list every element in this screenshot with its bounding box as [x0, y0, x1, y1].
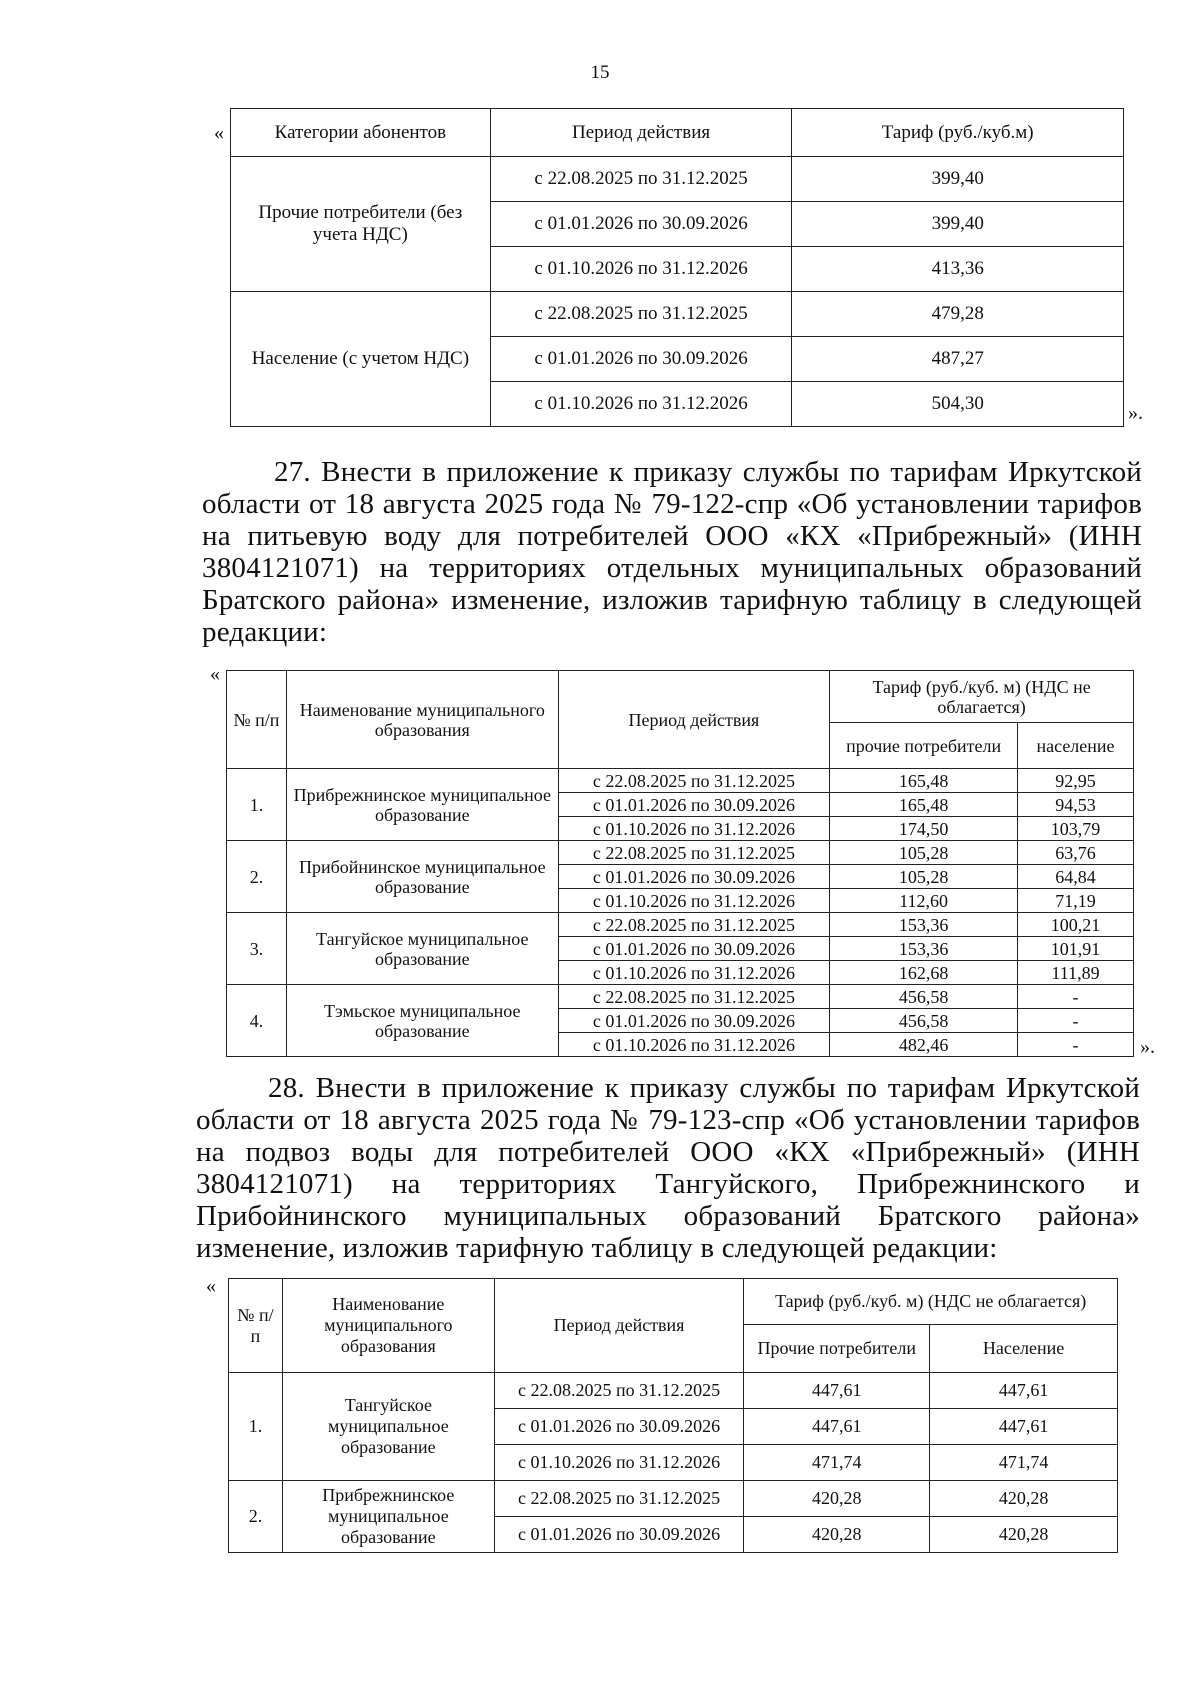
- header-category: Категории абонентов: [231, 109, 491, 157]
- population-cell: -: [1018, 1033, 1134, 1057]
- tariff-cell: 479,28: [792, 292, 1124, 337]
- open-quote: «: [214, 122, 224, 144]
- category-cell: Прочие потребители (без учета НДС): [231, 157, 491, 292]
- population-cell: 101,91: [1018, 937, 1134, 961]
- row-name: Тэмьское муниципальное образование: [286, 985, 558, 1057]
- row-num: 2.: [227, 841, 287, 913]
- header-num: № п/п: [227, 671, 287, 769]
- population-cell: 64,84: [1018, 865, 1134, 889]
- tariff-cell: 399,40: [792, 157, 1124, 202]
- row-name: Тангуйское муниципальное образование: [282, 1373, 494, 1481]
- open-quote: «: [206, 1275, 216, 1297]
- population-cell: 447,61: [930, 1409, 1118, 1445]
- row-name: Прибрежнинское муниципальное образование: [286, 769, 558, 841]
- period-cell: с 01.01.2026 по 30.09.2026: [490, 337, 792, 382]
- other-cell: 420,28: [744, 1517, 930, 1553]
- period-cell: с 22.08.2025 по 31.12.2025: [490, 157, 792, 202]
- period-cell: с 22.08.2025 по 31.12.2025: [558, 841, 830, 865]
- header-other: Прочие потребители: [744, 1325, 930, 1373]
- population-cell: 92,95: [1018, 769, 1134, 793]
- row-num: 4.: [227, 985, 287, 1057]
- population-cell: 100,21: [1018, 913, 1134, 937]
- period-cell: с 22.08.2025 по 31.12.2025: [558, 985, 830, 1009]
- period-cell: с 01.01.2026 по 30.09.2026: [494, 1409, 744, 1445]
- row-num: 1.: [229, 1373, 283, 1481]
- header-population: Население: [930, 1325, 1118, 1373]
- population-cell: 63,76: [1018, 841, 1134, 865]
- period-cell: с 01.10.2026 по 31.12.2026: [558, 817, 830, 841]
- other-cell: 174,50: [830, 817, 1018, 841]
- period-cell: с 01.10.2026 по 31.12.2026: [558, 889, 830, 913]
- population-cell: -: [1018, 1009, 1134, 1033]
- population-cell: 71,19: [1018, 889, 1134, 913]
- period-cell: с 01.01.2026 по 30.09.2026: [558, 1009, 830, 1033]
- header-num: № п/п: [229, 1279, 283, 1373]
- tariff-table-2: [226, 670, 1134, 1057]
- other-cell: 471,74: [744, 1445, 930, 1481]
- other-cell: 105,28: [830, 865, 1018, 889]
- tariff-table-3: [228, 1278, 1118, 1553]
- period-cell: с 01.10.2026 по 31.12.2026: [490, 247, 792, 292]
- period-cell: с 22.08.2025 по 31.12.2025: [494, 1481, 744, 1517]
- population-cell: 420,28: [930, 1517, 1118, 1553]
- period-cell: с 01.10.2026 по 31.12.2026: [558, 961, 830, 985]
- period-cell: с 01.10.2026 по 31.12.2026: [490, 382, 792, 427]
- other-cell: 447,61: [744, 1409, 930, 1445]
- period-cell: с 22.08.2025 по 31.12.2025: [558, 913, 830, 937]
- row-name: Прибрежнинское муниципальное образование: [282, 1481, 494, 1553]
- other-cell: 456,58: [830, 985, 1018, 1009]
- period-cell: с 22.08.2025 по 31.12.2025: [494, 1373, 744, 1409]
- other-cell: 447,61: [744, 1373, 930, 1409]
- tariff-cell: 413,36: [792, 247, 1124, 292]
- page-number: 15: [590, 62, 610, 83]
- header-period: Период действия: [494, 1279, 744, 1373]
- header-period: Период действия: [490, 109, 792, 157]
- period-cell: с 01.01.2026 по 30.09.2026: [558, 793, 830, 817]
- row-name: Прибойнинское муниципальное образование: [286, 841, 558, 913]
- row-num: 3.: [227, 913, 287, 985]
- row-num: 2.: [229, 1481, 283, 1553]
- population-cell: 447,61: [930, 1373, 1118, 1409]
- period-cell: с 22.08.2025 по 31.12.2025: [490, 292, 792, 337]
- other-cell: 165,48: [830, 793, 1018, 817]
- population-cell: 103,79: [1018, 817, 1134, 841]
- tariff-cell: 487,27: [792, 337, 1124, 382]
- other-cell: 153,36: [830, 913, 1018, 937]
- open-quote: «: [210, 663, 220, 685]
- other-cell: 105,28: [830, 841, 1018, 865]
- row-num: 1.: [227, 769, 287, 841]
- population-cell: 420,28: [930, 1481, 1118, 1517]
- period-cell: с 01.10.2026 по 31.12.2026: [558, 1033, 830, 1057]
- other-cell: 165,48: [830, 769, 1018, 793]
- category-cell: Население (с учетом НДС): [231, 292, 491, 427]
- header-name: Наименование муниципального образования: [282, 1279, 494, 1373]
- period-cell: с 22.08.2025 по 31.12.2025: [558, 769, 830, 793]
- paragraph-28: 28. Внести в приложение к приказу службы по тарифам Иркутской области от 18 августа 2025 года № 79-123-спр «Об установлении тарифов на подвоз воды для потребителей ООО «КХ «Прибрежный» (ИНН 3804121071) на территориях Тангуйского, Прибрежнинского и Прибойнинского муниципальных образований Братского района» изменение, изложив тарифную таблицу в следующей редакции:: [196, 1072, 1140, 1264]
- period-cell: с 01.01.2026 по 30.09.2026: [494, 1517, 744, 1553]
- paragraph-27: 27. Внести в приложение к приказу службы по тарифам Иркутской области от 18 августа 2025 года № 79-122-спр «Об установлении тарифов на питьевую воду для потребителей ООО «КХ «Прибрежный» (ИНН 3804121071) на территориях отдельных муниципальных образований Братского района» изменение, изложив тарифную таблицу в следующей редакции:: [202, 456, 1142, 648]
- header-tariff: Тариф (руб./куб. м) (НДС не облагается): [830, 671, 1134, 723]
- other-cell: 420,28: [744, 1481, 930, 1517]
- close-quote: ».: [1140, 1036, 1155, 1058]
- population-cell: 471,74: [930, 1445, 1118, 1481]
- period-cell: с 01.10.2026 по 31.12.2026: [494, 1445, 744, 1481]
- header-tariff: Тариф (руб./куб. м) (НДС не облагается): [744, 1279, 1118, 1325]
- other-cell: 153,36: [830, 937, 1018, 961]
- header-name: Наименование муниципального образования: [286, 671, 558, 769]
- population-cell: 111,89: [1018, 961, 1134, 985]
- population-cell: 94,53: [1018, 793, 1134, 817]
- other-cell: 482,46: [830, 1033, 1018, 1057]
- header-other: прочие потребители: [830, 723, 1018, 769]
- period-cell: с 01.01.2026 по 30.09.2026: [558, 865, 830, 889]
- period-cell: с 01.01.2026 по 30.09.2026: [558, 937, 830, 961]
- period-cell: с 01.01.2026 по 30.09.2026: [490, 202, 792, 247]
- other-cell: 456,58: [830, 1009, 1018, 1033]
- header-population: население: [1018, 723, 1134, 769]
- row-name: Тангуйское муниципальное образование: [286, 913, 558, 985]
- population-cell: -: [1018, 985, 1134, 1009]
- tariff-cell: 399,40: [792, 202, 1124, 247]
- tariff-table-1: [230, 108, 1124, 427]
- close-quote: ».: [1128, 402, 1143, 424]
- header-period: Период действия: [558, 671, 830, 769]
- tariff-cell: 504,30: [792, 382, 1124, 427]
- header-tariff: Тариф (руб./куб.м): [792, 109, 1124, 157]
- other-cell: 162,68: [830, 961, 1018, 985]
- other-cell: 112,60: [830, 889, 1018, 913]
